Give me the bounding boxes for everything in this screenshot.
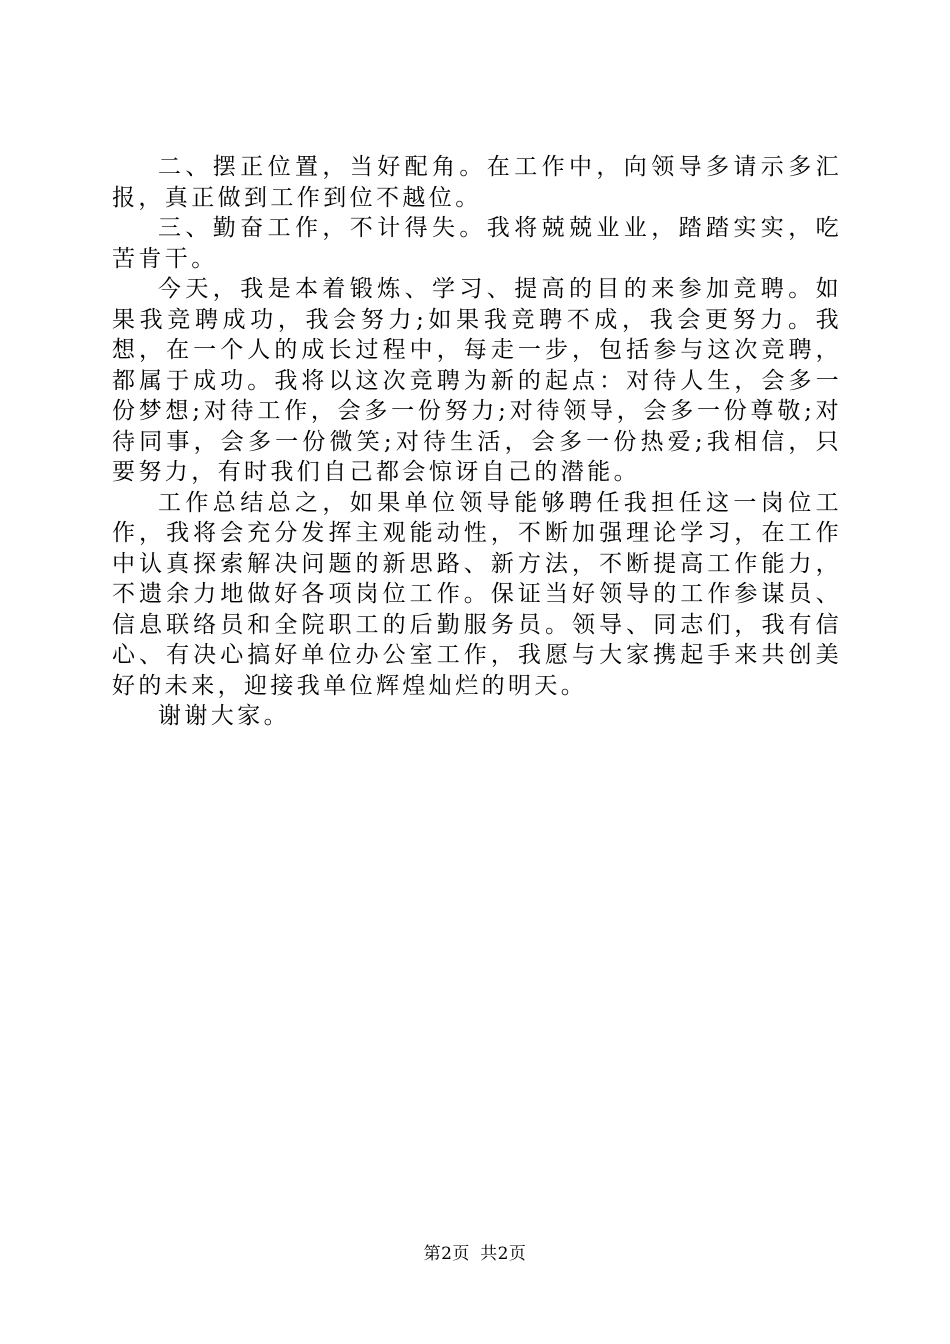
page-total: 共2页 — [480, 1244, 527, 1264]
paragraph-2: 二、摆正位置，当好配角。在工作中，向领导多请示多汇报，真正做到工作到位不越位。 — [112, 154, 842, 211]
page-number: 第2页 — [423, 1244, 470, 1264]
paragraph-today: 今天，我是本着锻炼、学习、提高的目的来参加竞聘。如果我竞聘成功，我会努力;如果我竞聘不成，我会更努力。我想，在一个人的成长过程中，每走一步，包括参与这次竞聘，都属于成功。我将以这次竞聘为新的起点：对待人生，会多一份梦想;对待工作，会多一份努力;对待领导，会多一份尊敬;对待同事，会多一份微笑;对待生活，会多一份热爱;我相信，只要努力，有时我们自己都会惊讶自己的潜能。 — [112, 276, 842, 485]
paragraph-3: 三、勤奋工作，不计得失。我将兢兢业业，踏踏实实，吃苦肯干。 — [112, 215, 842, 272]
paragraph-summary: 工作总结总之，如果单位领导能够聘任我担任这一岗位工作，我将会充分发挥主观能动性，不断加强理论学习，在工作中认真探索解决问题的新思路、新方法，不断提高工作能力，不遗余力地做好各项岗位工作。保证当好领导的工作参谋员、信息联络员和全院职工的后勤服务员。领导、同志们，我有信心、有决心搞好单位办公室工作，我愿与大家携起手来共创美好的未来，迎接我单位辉煌灿烂的明天。 — [112, 489, 842, 699]
document-body — [112, 152, 842, 732]
paragraph-thanks: 谢谢大家。 — [158, 703, 290, 729]
page-footer — [0, 1242, 950, 1266]
